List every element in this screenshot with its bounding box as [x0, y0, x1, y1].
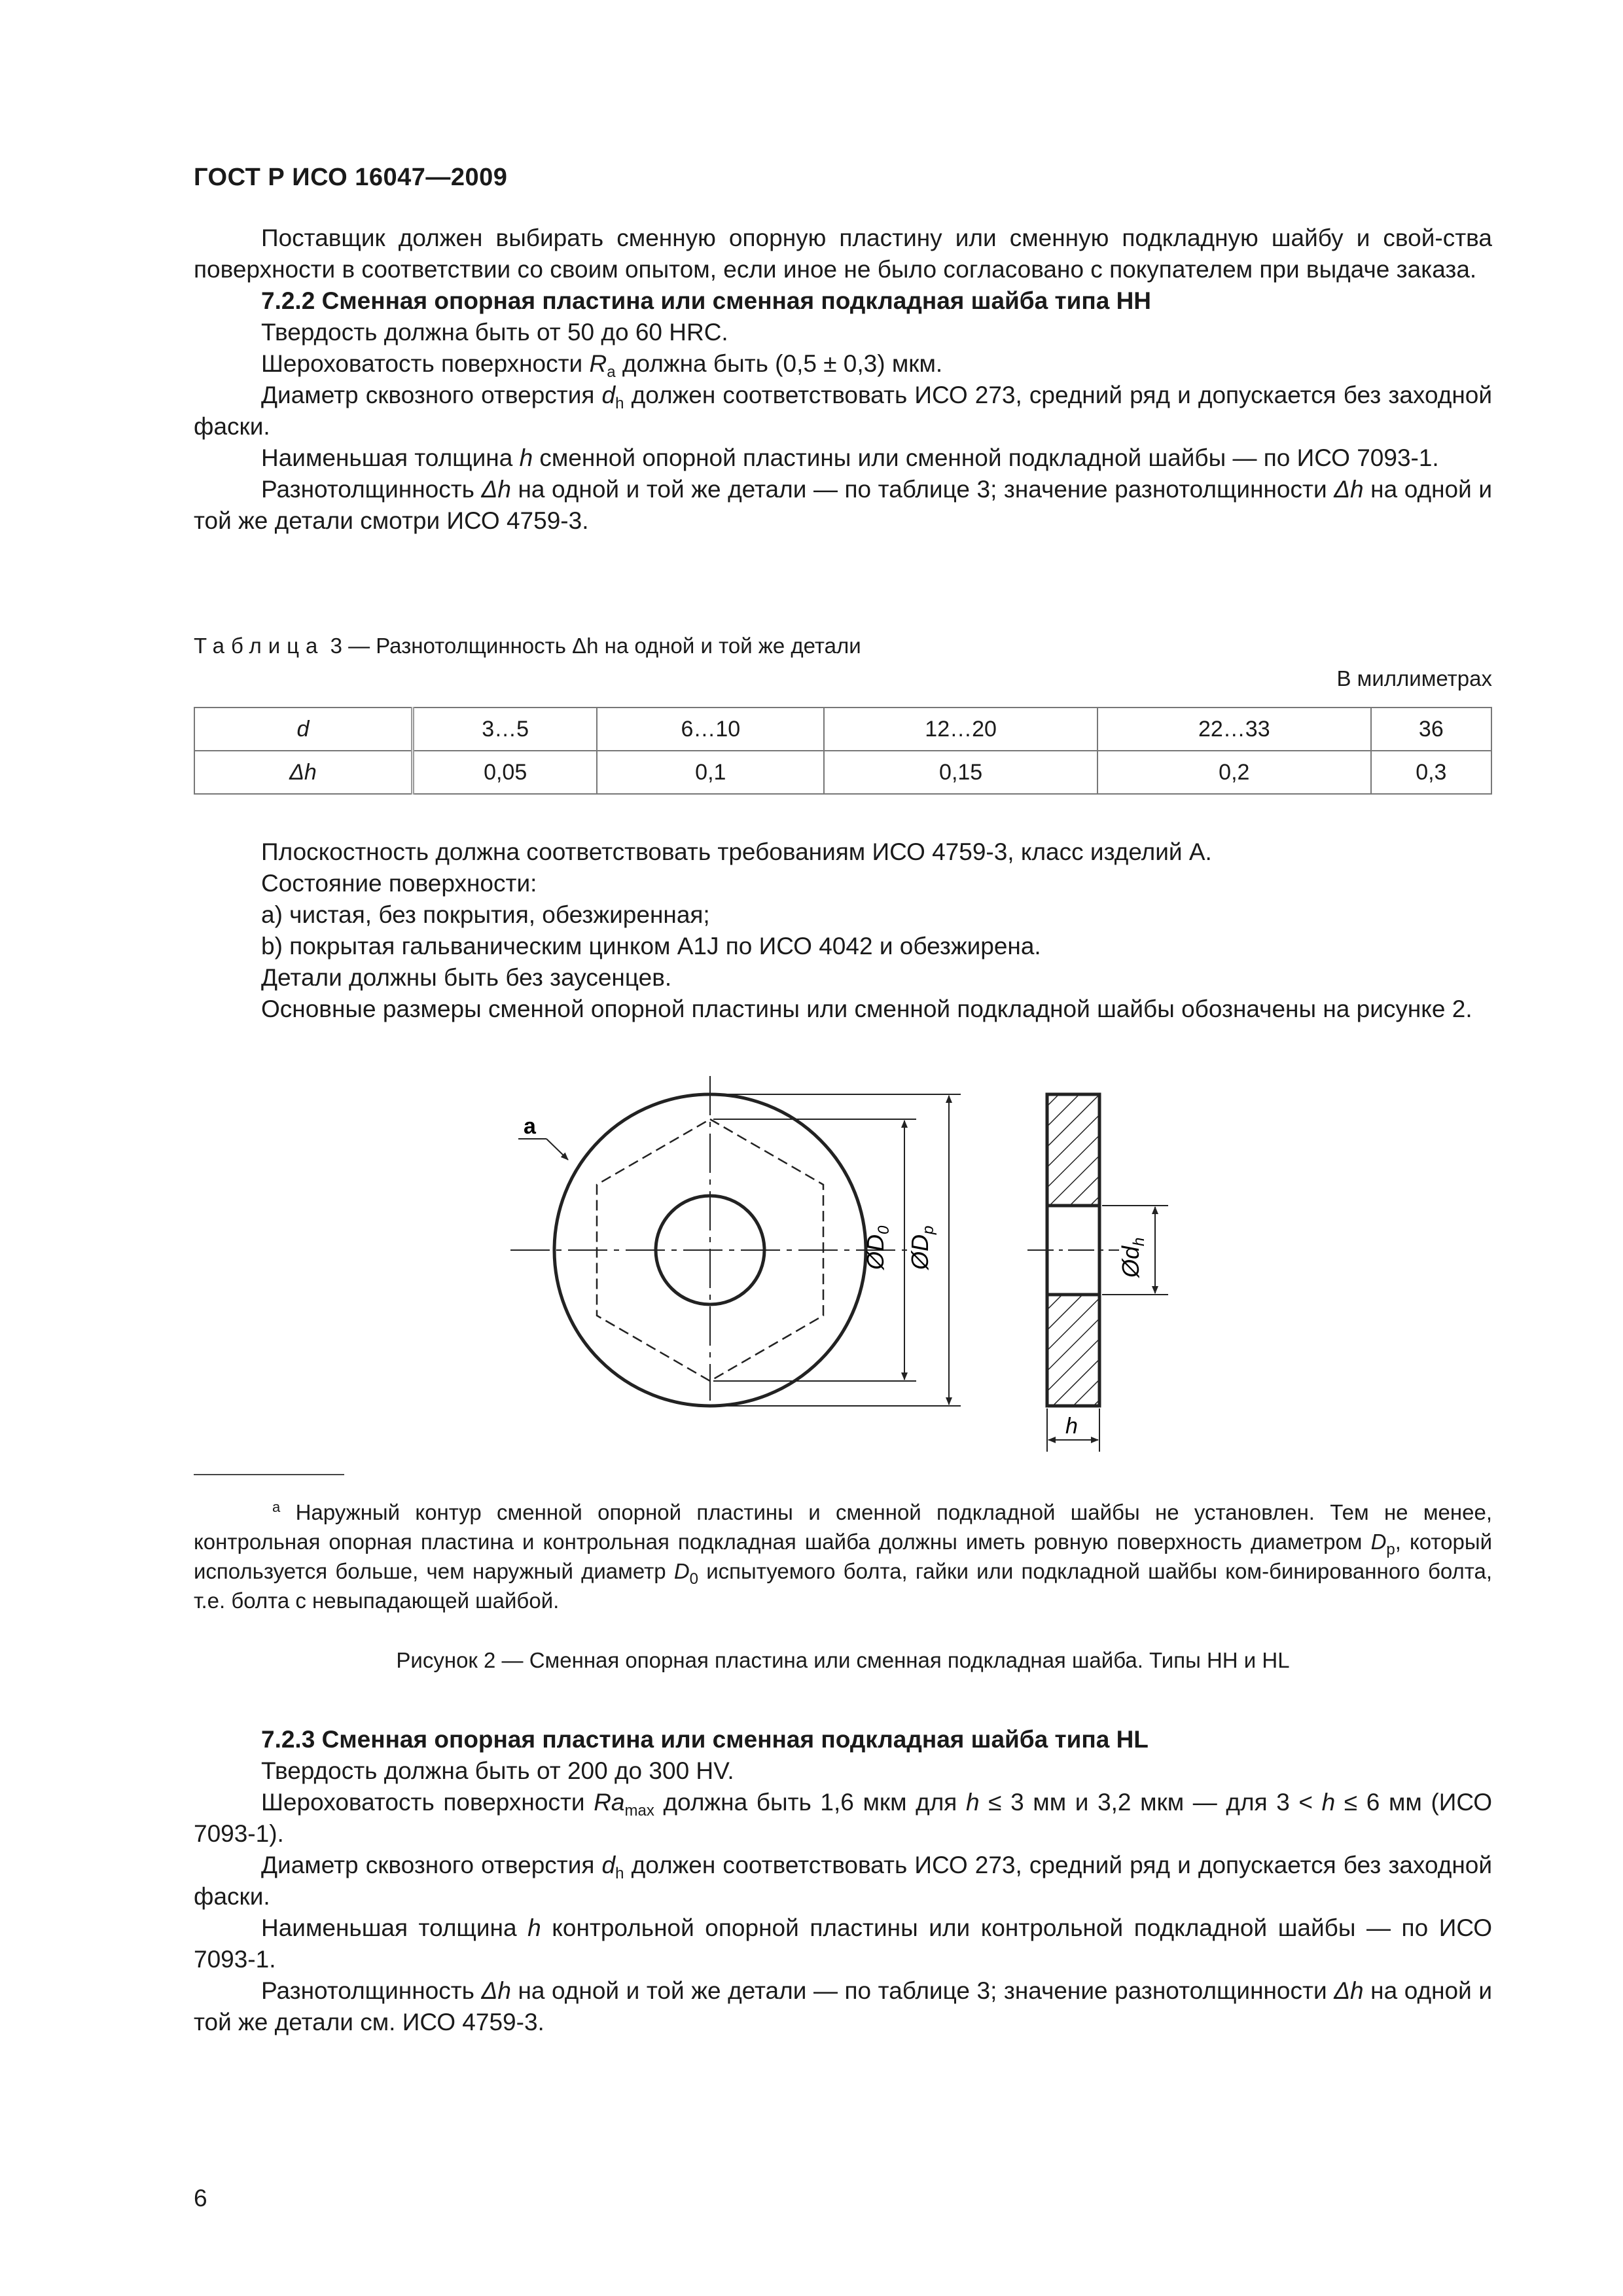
figure-caption: Рисунок 2 — Сменная опорная пластина или сменная подкладная шайба. Типы НН и HL — [396, 1648, 1290, 1672]
surface-requirements — [194, 836, 1492, 1025]
thickness-text: Наименьшая толщина h сменной опорной пластины или сменной подкладной шайбы — по ИСО 7093-1. — [261, 444, 1439, 471]
table-cell: 6…10 — [597, 708, 824, 751]
table-cell: 0,3 — [1371, 751, 1491, 794]
table-row — [194, 751, 1491, 794]
roughness-text: Шероховатость поверхности $R_a$ должна быть (0,5 ± 0,3) мкм. — [261, 350, 943, 381]
section-heading-7-2-2: 7.2.2 Сменная опорная пластина или сменная подкладная шайба типа НН — [261, 287, 1152, 314]
table-cell: 0,05 — [413, 751, 597, 794]
d0-label: $ØD_0$ — [862, 1225, 893, 1270]
list-item-a: a) чистая, без покрытия, обезжиренная; — [261, 901, 710, 928]
roughness-text: Шероховатость поверхности $Ra_{max}$ должна быть 1,6 мкм для h ≤ 3 мм и 3,2 мкм — для 3 < h ≤ 6 мм (ИСО 7093-1). — [194, 1789, 1493, 1847]
washer-section-view — [1027, 1094, 1168, 1452]
thickness-variation-text: Разнотолщинность Δh на одной и той же детали — по таблице 3; значение разнотолщинности Δh на одной и той же детали см. ИСО 4759-3. — [194, 1977, 1492, 2036]
washer-drawing — [0, 1073, 1623, 1466]
table-cell: Δh — [194, 751, 413, 794]
footnote: $^a$ Наружный контур сменной опорной пластины и сменной подкладной шайбы не установлен. Тем не менее, контрольная опорная пластина и контрольная подкладная шайба должны иметь ровную поверхность диаметром $D_p$, который используется больше, чем наружный диаметр $D_0$ испытуемого болта, гайки или подкладной шайбы ком-бинированного болта, т.е. болта с невыпадающей шайбой. — [194, 1499, 1493, 1613]
thickness-text: Наименьшая толщина h контрольной опорной пластины или контрольной подкладной шайбы — по ИСО 7093-1. — [194, 1914, 1493, 1973]
dp-label: $ØD_p$ — [906, 1225, 937, 1270]
h-label: h — [1065, 1414, 1078, 1439]
table-cell: 3…5 — [413, 708, 597, 751]
thickness-variation-table — [194, 707, 1492, 795]
table-cell: 36 — [1371, 708, 1491, 751]
table-cell: 0,15 — [824, 751, 1097, 794]
section-top-hatch — [1047, 1094, 1099, 1206]
section-heading-7-2-3: 7.2.3 Сменная опорная пластина или сменная подкладная шайба типа HL — [261, 1726, 1149, 1753]
footnote-mark: a — [272, 1499, 281, 1515]
footnote-separator — [194, 1474, 344, 1475]
document-header: ГОСТ Р ИСО 16047—2009 — [194, 164, 508, 191]
burrs-text: Детали должны быть без заусенцев. — [261, 964, 672, 991]
section-7-2-3 — [194, 1724, 1492, 2038]
hardness-text: Твердость должна быть от 200 до 300 HV. — [261, 1757, 734, 1784]
hole-diameter-text: Диаметр сквозного отверстия $d_h$ должен соответствовать ИСО 273, средний ряд и допускается без заходной фаски. — [194, 1852, 1493, 1910]
table-cell: 0,2 — [1097, 751, 1371, 794]
table-units: В миллиметрах — [1336, 666, 1492, 691]
table-cell: 12…20 — [824, 708, 1097, 751]
washer-front-view — [510, 1076, 961, 1406]
table-cell: 22…33 — [1097, 708, 1371, 751]
list-item-b: b) покрытая гальваническим цинком A1J по ИСО 4042 и обезжирена. — [261, 933, 1041, 960]
dimensions-text: Основные размеры сменной опорной пластины или сменной подкладной шайбы обозначены на рисунке 2. — [261, 996, 1472, 1022]
label-a-leader — [546, 1139, 568, 1160]
table-row — [194, 708, 1491, 751]
section-bottom-hatch — [1047, 1295, 1099, 1406]
intro-paragraph: Поставщик должен выбирать сменную опорную пластину или сменную подкладную шайбу и свой-ства поверхности в соответствии со своим опытом, если иное не было согласовано с покупателем при выдаче заказа. — [194, 224, 1492, 283]
thickness-variation-text: Разнотолщинность Δh на одной и той же детали — по таблице 3; значение разнотолщинности Δh на одной и той же детали смотри ИСО 4759-3. — [194, 476, 1492, 534]
flatness-text: Плоскостность должна соответствовать требованиям ИСО 4759-3, класс изделий А. — [261, 838, 1212, 865]
page-number: 6 — [194, 2185, 207, 2212]
section-7-2-2 — [194, 223, 1492, 537]
label-a: a — [524, 1114, 536, 1139]
surface-state-text: Состояние поверхности: — [261, 870, 537, 897]
table-cell: 0,1 — [597, 751, 824, 794]
hole-diameter-text: Диаметр сквозного отверстия $d_h$ должен соответствовать ИСО 273, средний ряд и допускается без заходной фаски. — [194, 382, 1493, 440]
table-caption: Таблица 3 — Разнотолщинность Δh на одной и той же детали — [194, 634, 861, 658]
table-cell: d — [194, 708, 413, 751]
dh-label: $Ød_h$ — [1117, 1237, 1148, 1278]
hardness-text: Твердость должна быть от 50 до 60 HRC. — [261, 319, 728, 346]
